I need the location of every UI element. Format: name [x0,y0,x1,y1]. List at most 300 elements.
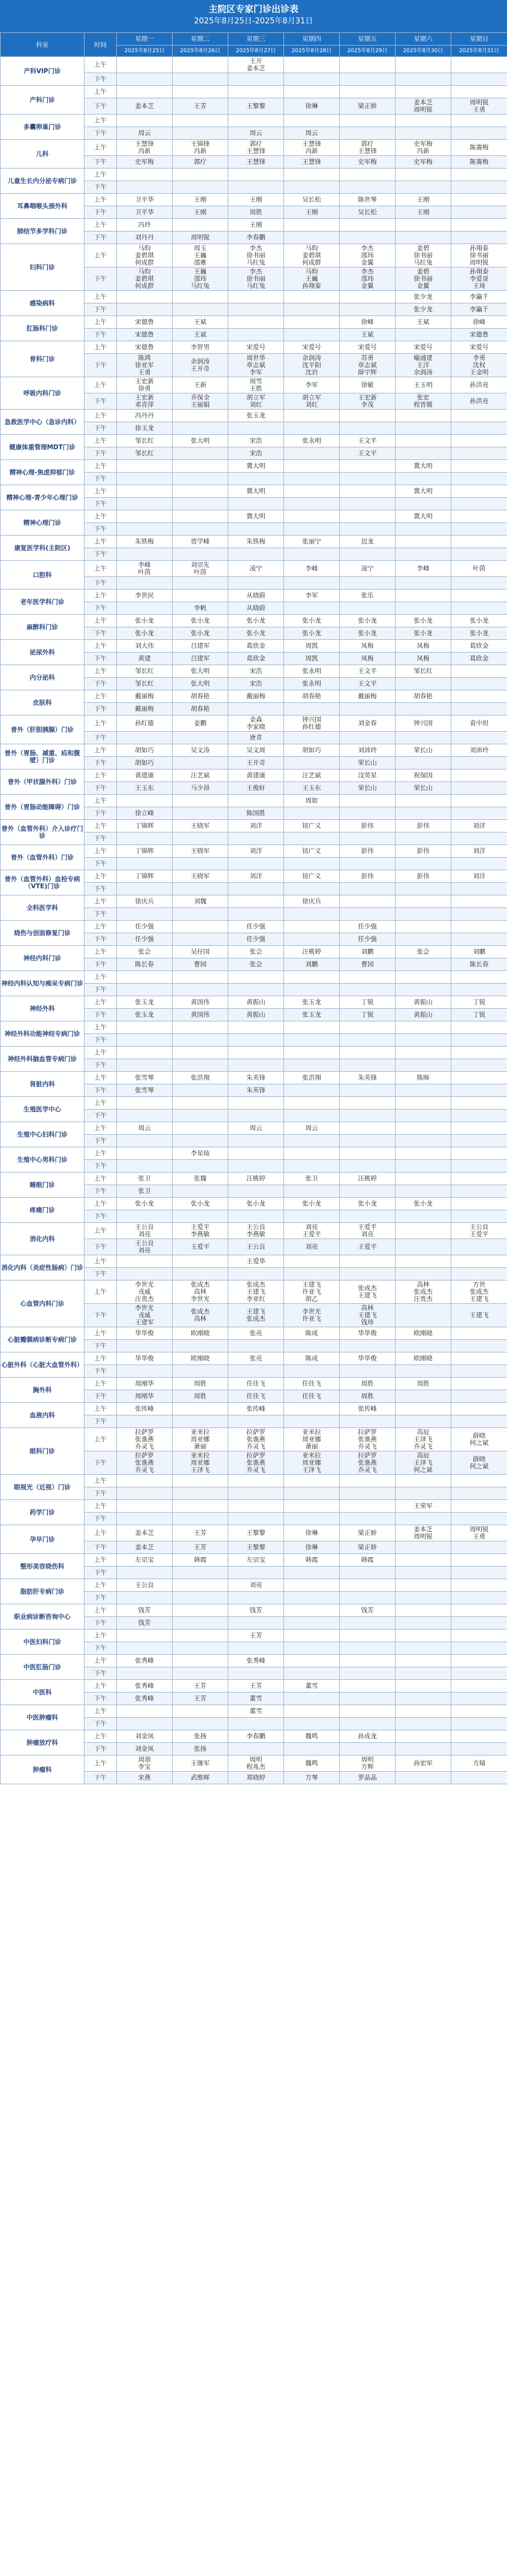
doctor-cell: 周刚华 [117,1378,173,1390]
doctor-cell: 王慧锋 [284,156,340,169]
doctor-cell: 张永明 [284,435,340,447]
doctor-cell [396,548,451,561]
doctor-cell [396,757,451,770]
period-label: 下午 [84,473,117,485]
doctor-cell: 刘沛玲 [451,744,507,757]
col-header-day: 星期六 [396,33,451,46]
doctor-cell: 丁锐 [340,996,396,1009]
doctor-cell: 胡春艳 [173,690,228,703]
doctor-cell: 王芳 [173,1541,228,1554]
doctor-cell: 丁锐 [451,1009,507,1021]
doctor-cell [396,1097,451,1110]
doctor-cell [451,1415,507,1428]
doctor-cell: 王玉东 [117,782,173,795]
doctor-cell: 周云 [228,1122,284,1135]
doctor-cell [117,1667,173,1680]
doctor-cell [173,127,228,140]
doctor-cell: 方瑞 [451,1756,507,1772]
doctor-cell: 王慧锋 冯新 [284,140,340,156]
schedule-row [1,1680,507,1693]
schedule-row [1,1147,507,1160]
doctor-cell: 周云 [228,127,284,140]
doctor-cell [451,1642,507,1655]
dept-name: 神经外科脑血管专病门诊 [1,1047,84,1072]
doctor-cell: 邹长红 [117,665,173,678]
schedule-row [1,665,507,678]
doctor-cell [451,971,507,984]
doctor-cell: 张玉龙 [284,996,340,1009]
doctor-cell: 胡立军 刘红 [228,393,284,410]
col-header-period: 时间 [84,33,117,57]
doctor-cell [228,1110,284,1122]
doctor-cell [396,1567,451,1579]
dept-name: 普外（胃肠、减重、疝和腹壁）门诊 [1,744,84,770]
schedule-row [1,1756,507,1772]
doctor-cell: 邹长红 [117,435,173,447]
doctor-cell: 董雪 [228,1705,284,1718]
doctor-cell [284,1567,340,1579]
doctor-cell: 钮广义 [284,870,340,883]
period-label: 上午 [84,291,117,303]
doctor-cell [284,510,340,523]
doctor-cell [396,1680,451,1693]
doctor-cell: 孙翔泰 徐书丽 周明锐 [451,244,507,267]
period-label: 下午 [84,422,117,435]
doctor-cell [228,858,284,870]
doctor-cell: 王晓军 [173,845,228,858]
doctor-cell: 王斌 [173,316,228,329]
doctor-cell [396,1642,451,1655]
doctor-cell [284,1592,340,1604]
doctor-cell: 张洪翔 [284,1072,340,1084]
doctor-cell [173,510,228,523]
doctor-cell [173,1513,228,1525]
schedule-row [1,590,507,602]
doctor-cell [451,1390,507,1403]
doctor-cell: 张大明 [173,678,228,690]
doctor-cell: 刘洋 [228,820,284,832]
doctor-cell: 王刚 [228,219,284,232]
doctor-cell [228,984,284,996]
schedule-row [1,460,507,473]
doctor-cell [340,115,396,127]
doctor-cell [173,1365,228,1378]
col-header-day: 星期五 [340,33,396,46]
period-label: 下午 [84,156,117,169]
doctor-cell: 周凯 [284,653,340,665]
doctor-cell [451,86,507,98]
doctor-cell: 张小龙 [228,615,284,627]
period-label: 上午 [84,169,117,181]
doctor-cell [117,602,173,615]
doctor-cell: 徐琳 [284,1525,340,1541]
doctor-cell [173,498,228,510]
doctor-cell: 李春鹏 [228,1730,284,1743]
doctor-cell [396,1718,451,1730]
doctor-cell [396,536,451,548]
period-label: 上午 [84,640,117,653]
doctor-cell: 王文平 [340,665,396,678]
period-label: 上午 [84,377,117,393]
doctor-cell: 邹长红 [396,665,451,678]
doctor-cell [228,169,284,181]
doctor-cell: 欧刚晓 [173,1352,228,1365]
doctor-cell: 王刚 [396,194,451,206]
doctor-cell: 周云 [284,1122,340,1135]
doctor-cell [284,1500,340,1513]
doctor-cell [228,316,284,329]
doctor-cell: 李瀛千 [451,291,507,303]
doctor-cell [284,921,340,933]
doctor-cell [451,1772,507,1784]
schedule-row [1,795,507,807]
doctor-cell [117,1097,173,1110]
doctor-cell [340,510,396,523]
doctor-cell: 左宗宝 [228,1554,284,1567]
doctor-cell: 李勇 沈权 王金明 [451,354,507,377]
doctor-cell [284,1579,340,1592]
doctor-cell: 徐庆兵 [284,895,340,908]
doctor-cell [396,984,451,996]
schedule-row [1,1173,507,1185]
doctor-cell: 董雪 [228,1693,284,1705]
doctor-cell [451,1084,507,1097]
doctor-cell [117,485,173,498]
doctor-cell [451,127,507,140]
dept-name: 神经外科 [1,996,84,1021]
doctor-cell [396,422,451,435]
doctor-cell: 曹园 [173,958,228,971]
dept-name: 神经外科功能神经专病门诊 [1,1021,84,1047]
doctor-cell [117,1475,173,1487]
dept-name: 老年医学科门诊 [1,590,84,615]
dept-name: 肿瘤科 [1,1756,84,1784]
doctor-cell: 王公良 [117,1579,173,1592]
doctor-cell [396,1084,451,1097]
doctor-cell: 王慧锋 [228,156,284,169]
doctor-cell: 张洪翔 [173,1072,228,1084]
doctor-cell [340,1667,396,1680]
doctor-cell [451,169,507,181]
doctor-cell [396,169,451,181]
doctor-cell: 任佳飞 [228,1378,284,1390]
period-label: 上午 [84,845,117,858]
doctor-cell [117,795,173,807]
dept-name: 心血管内科门诊 [1,1281,84,1327]
doctor-cell: 王公良 王爱平 [451,1223,507,1239]
doctor-cell [173,1487,228,1500]
doctor-cell: 王芳 [228,1680,284,1693]
period-label: 上午 [84,1403,117,1415]
doctor-cell: 刘鹏 [340,946,396,958]
doctor-cell [284,169,340,181]
doctor-cell: 凤梅 [396,653,451,665]
schedule-row [1,1072,507,1084]
schedule-row [1,845,507,858]
doctor-cell [284,1403,340,1415]
doctor-cell: 陈赛梅 [451,156,507,169]
doctor-cell [284,883,340,895]
doctor-cell [228,1500,284,1513]
doctor-cell: 胡春艳 [173,703,228,716]
doctor-cell [451,1021,507,1034]
schedule-row [1,291,507,303]
doctor-cell: 王建飞 张成杰 [228,1304,284,1327]
period-label: 下午 [84,1415,117,1428]
doctor-cell [117,1059,173,1072]
doctor-cell [451,732,507,744]
doctor-cell: 王宏新 邓青萍 [117,393,173,410]
doctor-cell [284,908,340,921]
doctor-cell: 钟兴国 孙红德 [284,716,340,732]
doctor-cell [117,984,173,996]
period-label: 上午 [84,1705,117,1718]
doctor-cell: 刘洋 [228,870,284,883]
doctor-cell [173,1705,228,1718]
doctor-cell [451,548,507,561]
doctor-cell: 姜本芝 [117,1525,173,1541]
period-label: 下午 [84,1239,117,1255]
doctor-cell: 拉萨罗 张谯燕 乔灵飞 [340,1428,396,1451]
doctor-cell: 刘沛玲 [340,744,396,757]
doctor-cell: 陈国胜 [228,807,284,820]
doctor-cell [173,548,228,561]
doctor-cell: 任少强 [228,921,284,933]
doctor-cell: 迟龙 [340,536,396,548]
doctor-cell [451,858,507,870]
col-header-date: 2025年8月29日 [340,46,396,57]
doctor-cell: 汪桃婷 [340,1173,396,1185]
doctor-cell [284,1487,340,1500]
doctor-cell: 刘洋 [451,870,507,883]
doctor-cell: 周云 [117,1122,173,1135]
doctor-cell [340,1210,396,1223]
period-label: 上午 [84,460,117,473]
period-label: 下午 [84,1617,117,1630]
doctor-cell: 孙翔泰 李爱哥 王琦 [451,267,507,291]
dept-name: 急救医学中心（急诊内科） [1,410,84,435]
doctor-cell [396,895,451,908]
doctor-cell: 张魏 [173,1173,228,1185]
doctor-cell: 周云 [117,127,173,140]
doctor-cell [284,1084,340,1097]
dept-name: 普外（血管外科）血栓专病（VTE)门诊 [1,870,84,895]
doctor-cell [173,1122,228,1135]
doctor-cell: 李帆 [173,602,228,615]
doctor-cell: 荣长山 [396,744,451,757]
doctor-cell: 钮广义 [284,820,340,832]
period-label: 上午 [84,1500,117,1513]
doctor-cell [451,1487,507,1500]
dept-name: 骨科门诊 [1,341,84,377]
doctor-cell: 宋爱号 [228,341,284,354]
col-header-dept: 科室 [1,33,84,57]
doctor-cell: 王芳 [173,1525,228,1541]
doctor-cell [451,1500,507,1513]
doctor-cell [173,422,228,435]
doctor-cell [451,602,507,615]
period-label: 下午 [84,1160,117,1173]
period-label: 下午 [84,678,117,690]
doctor-cell [117,1718,173,1730]
doctor-cell: 周胜 [228,206,284,219]
doctor-cell: 周明锐 王勇 [451,1525,507,1541]
doctor-cell: 刘魏 [173,895,228,908]
col-header-date: 2025年8月28日 [284,46,340,57]
doctor-cell [396,795,451,807]
doctor-cell: 葛欣金 [228,653,284,665]
schedule-row [1,640,507,653]
doctor-cell [340,1693,396,1705]
doctor-cell [340,703,396,716]
doctor-cell [117,858,173,870]
doctor-cell: 郭疗 王慧锋 [228,140,284,156]
doctor-cell [451,1579,507,1592]
doctor-cell [117,1135,173,1147]
doctor-cell: 薛晓 何之斌 [451,1451,507,1475]
doctor-cell: 周云 [284,127,340,140]
period-label: 上午 [84,536,117,548]
doctor-cell [396,1390,451,1403]
doctor-cell [396,329,451,341]
doctor-cell: 王刚 [228,194,284,206]
doctor-cell: 姜鹏 [173,716,228,732]
doctor-cell: 姜本芝 [117,98,173,115]
period-label: 上午 [84,1255,117,1268]
doctor-cell [451,1034,507,1047]
doctor-cell [228,883,284,895]
period-label: 上午 [84,795,117,807]
doctor-cell [284,1513,340,1525]
doctor-cell: 刘大伟 [117,640,173,653]
doctor-cell [451,435,507,447]
doctor-cell: 钱芳 [117,1617,173,1630]
period-label: 上午 [84,590,117,602]
doctor-cell [117,73,173,86]
period-label: 下午 [84,232,117,244]
doctor-cell [228,1487,284,1500]
doctor-cell [173,1642,228,1655]
doctor-cell: 郭疗 王慧锋 [340,140,396,156]
doctor-cell: 宋德鲁 [117,316,173,329]
period-label: 上午 [84,316,117,329]
doctor-cell [396,1173,451,1185]
doctor-cell: 王锦锋 冯新 [173,140,228,156]
doctor-cell: 韩霞 [284,1554,340,1567]
doctor-cell [228,1210,284,1223]
doctor-cell: 王斌 [340,329,396,341]
doctor-cell: 荣长山 [396,782,451,795]
doctor-cell: 张成杰 王建飞 李亚红 [228,1281,284,1304]
doctor-cell [451,1730,507,1743]
doctor-cell [340,1047,396,1059]
doctor-cell: 钟兴国 [396,716,451,732]
doctor-cell [340,57,396,73]
doctor-cell [340,1034,396,1047]
doctor-cell [451,895,507,908]
period-label: 下午 [84,1135,117,1147]
doctor-cell [396,1122,451,1135]
doctor-cell: 王俊轩 [228,782,284,795]
doctor-cell: 华华俊 [117,1327,173,1340]
doctor-cell: 凤梅 [340,653,396,665]
doctor-cell: 马昀 姜碧琪 何成群 [284,244,340,267]
doctor-cell [284,1340,340,1352]
doctor-cell: 宋德鲁 [117,329,173,341]
period-label: 上午 [84,410,117,422]
period-label: 上午 [84,1475,117,1487]
doctor-cell [228,1340,284,1352]
doctor-cell [173,1617,228,1630]
schedule-table [0,32,507,1784]
doctor-cell [284,1059,340,1072]
doctor-cell: 吕建军 [173,653,228,665]
doctor-cell [117,548,173,561]
doctor-cell [284,1642,340,1655]
doctor-cell [451,422,507,435]
doctor-cell [228,303,284,316]
doctor-cell: 喻通建 王洋 余润涛 [396,354,451,377]
doctor-cell [340,181,396,194]
doctor-cell [340,523,396,536]
doctor-cell [117,181,173,194]
doctor-cell [117,1210,173,1223]
doctor-cell [451,1541,507,1554]
doctor-cell [396,498,451,510]
period-label: 下午 [84,447,117,460]
dept-name: 肺结节多学科门诊 [1,219,84,244]
period-label: 上午 [84,1072,117,1084]
doctor-cell [173,1084,228,1097]
schedule-row [1,1097,507,1110]
doctor-cell [284,807,340,820]
schedule-row [1,1021,507,1034]
doctor-cell: 张成杰 高林 李世光 [173,1281,228,1304]
doctor-cell: 姜本芝 周明锐 [396,1525,451,1541]
period-label: 上午 [84,1579,117,1592]
doctor-cell: 张小龙 [284,615,340,627]
period-label: 上午 [84,1281,117,1304]
doctor-cell: 欧刚晓 [173,1327,228,1340]
doctor-cell: 葛欣金 [451,640,507,653]
doctor-cell: 王斌 [173,329,228,341]
doctor-cell: 黄振山 [396,1009,451,1021]
doctor-cell [340,1475,396,1487]
period-label: 下午 [84,782,117,795]
doctor-cell: 亚米拉 周亚娜 王泽飞 [284,1451,340,1475]
doctor-cell [228,523,284,536]
doctor-cell [284,1135,340,1147]
doctor-cell [396,1255,451,1268]
dept-name: 眼科门诊 [1,1428,84,1475]
doctor-cell [284,1210,340,1223]
doctor-cell [396,1403,451,1415]
doctor-cell: 吴长松 [340,206,396,219]
period-label: 上午 [84,1122,117,1135]
doctor-cell: 苏勇 章志斌 薛宇辉 [340,354,396,377]
doctor-cell [228,1743,284,1756]
doctor-cell: 黄国伟 [173,1009,228,1021]
doctor-cell: 钱芳 [117,1604,173,1617]
doctor-cell [340,460,396,473]
doctor-cell: 汪艺斌 [284,770,340,782]
doctor-cell [284,232,340,244]
period-label: 下午 [84,908,117,921]
doctor-cell [340,1680,396,1693]
doctor-cell: 张卫 [284,1173,340,1185]
schedule-row [1,1630,507,1642]
dept-name: 神经内科认知与痴呆专病门诊 [1,971,84,996]
